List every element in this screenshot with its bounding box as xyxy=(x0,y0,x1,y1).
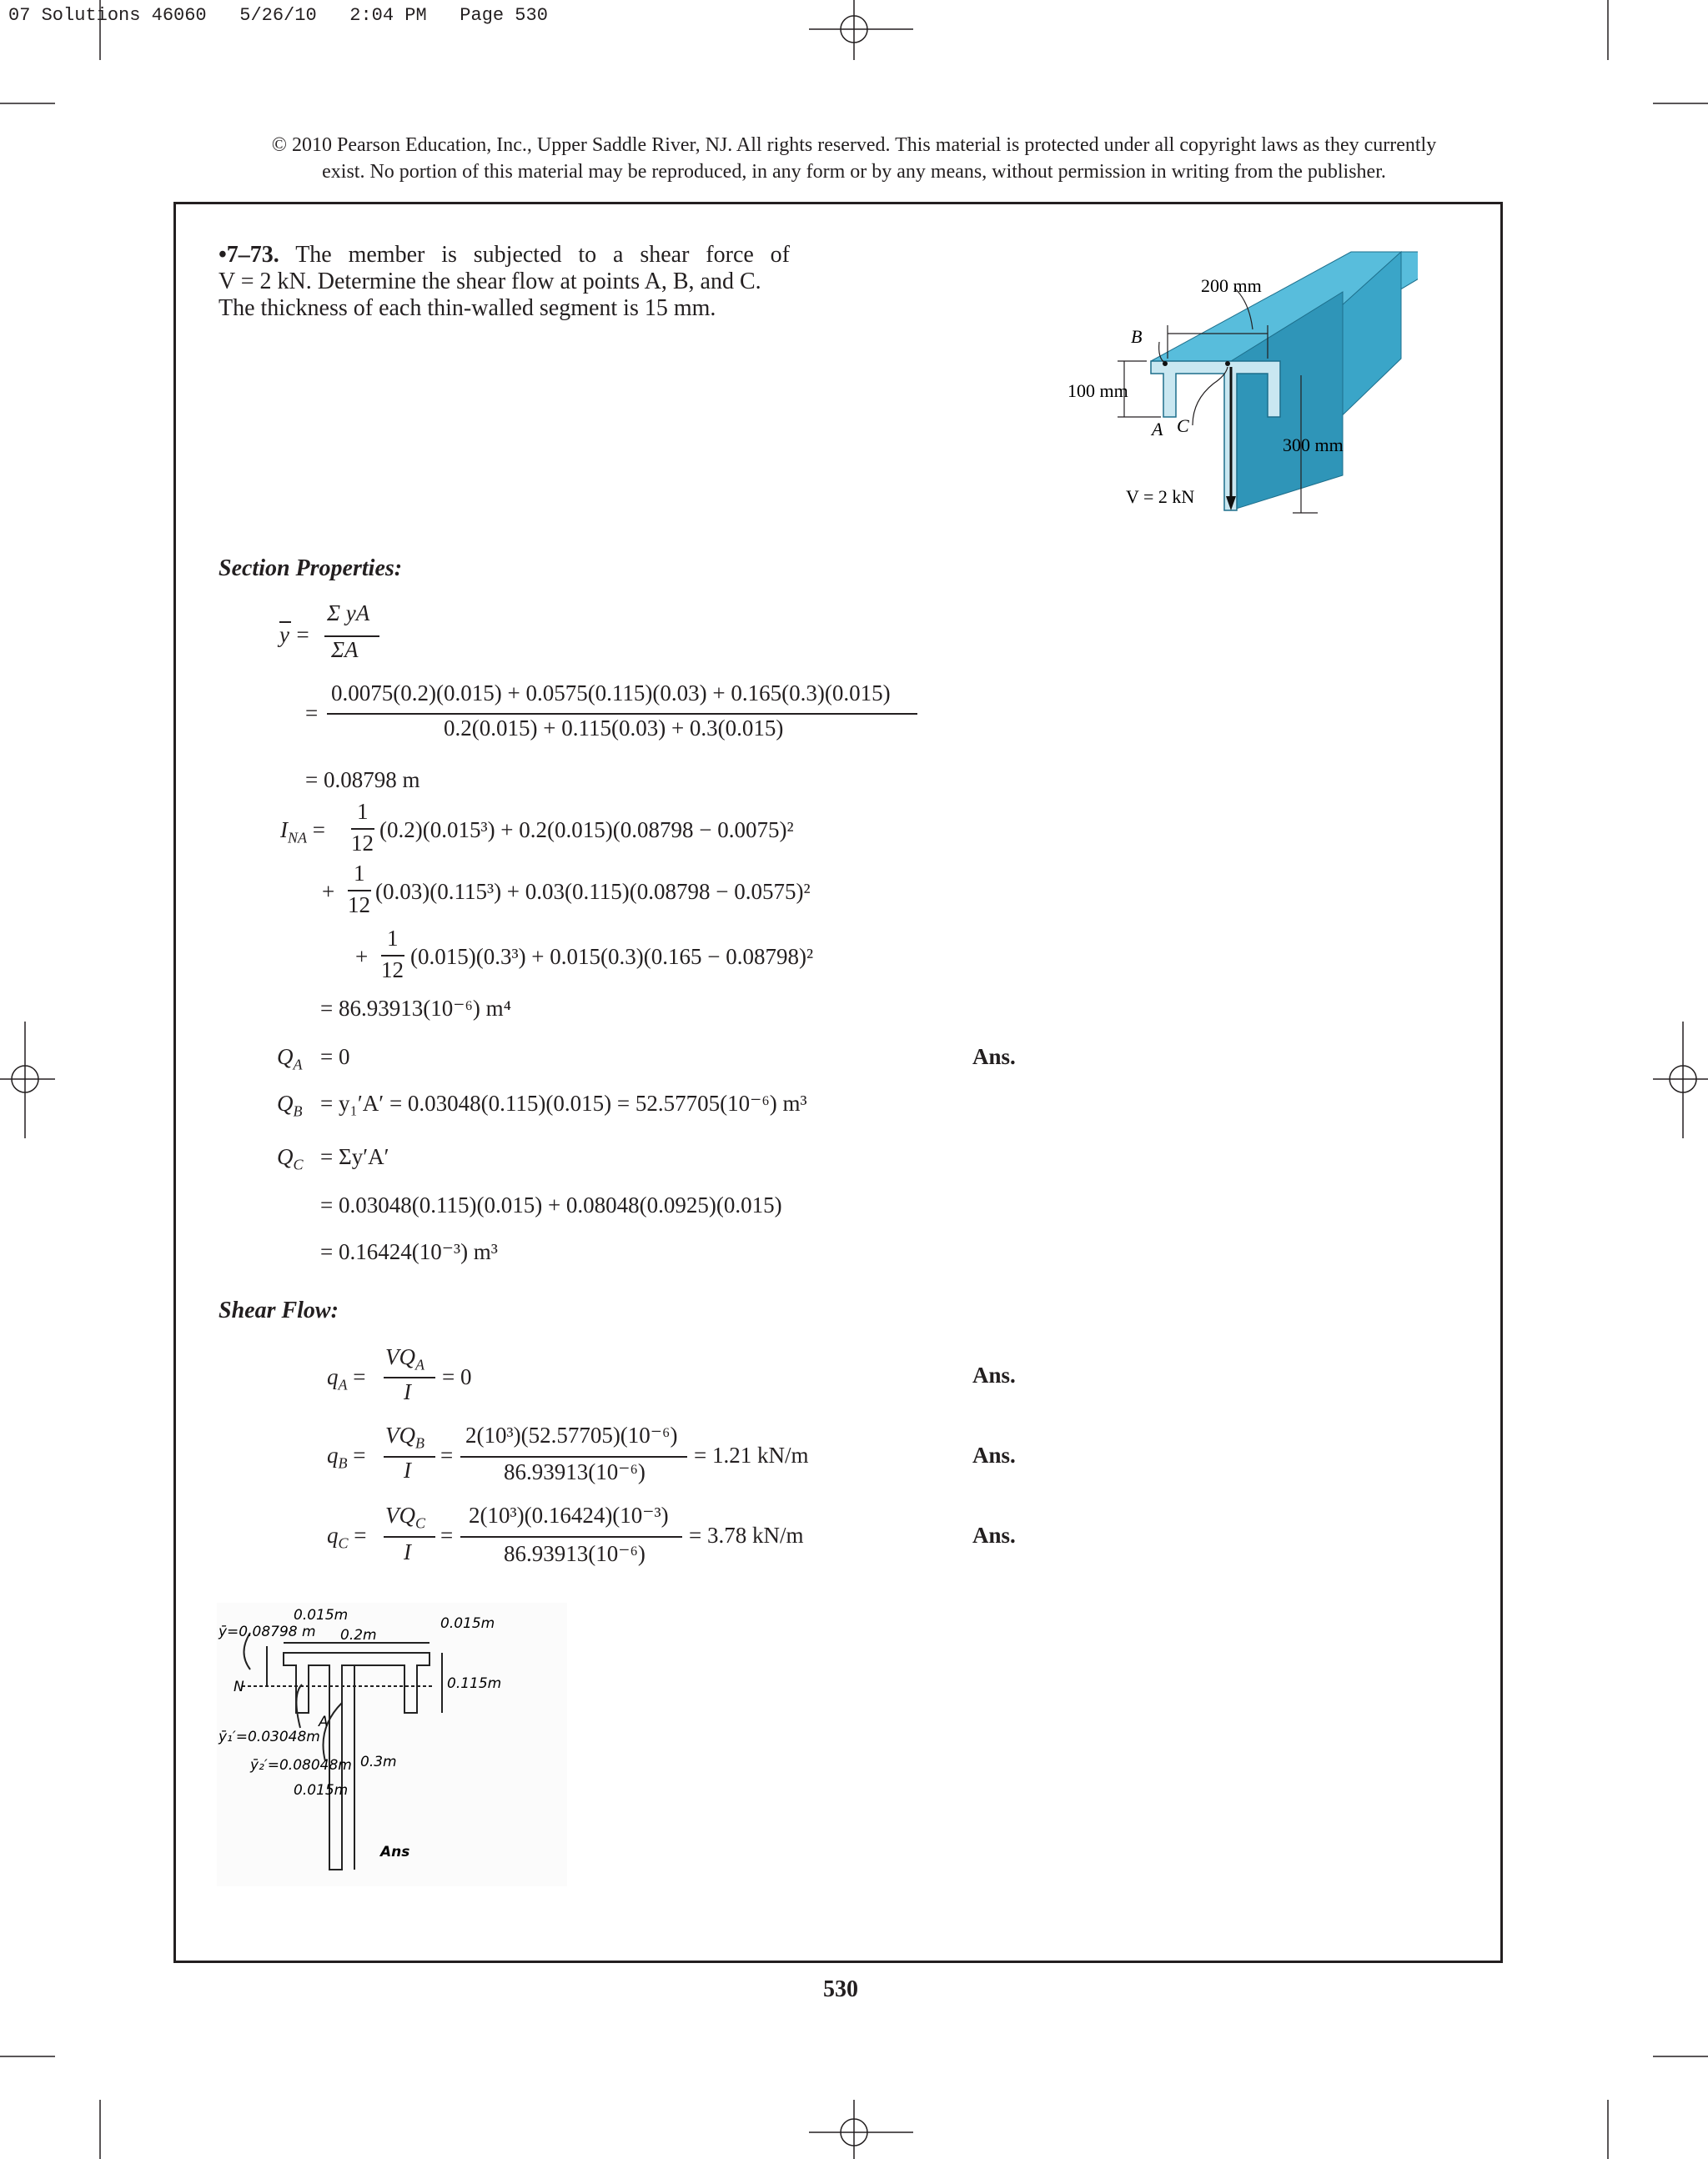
qc-value: = Σy′A′ xyxy=(320,1144,389,1169)
qb-flow-den-2: 86.93913(10⁻⁶) xyxy=(504,1459,646,1484)
copyright-notice xyxy=(0,132,1708,185)
sketch-y2: ȳ₂′=0.08048m xyxy=(250,1757,352,1774)
sketch-t1: 0.015m xyxy=(294,1607,349,1624)
ybar-result: = 0.08798 m xyxy=(305,767,420,792)
ina-frac-3-num: 1 xyxy=(387,926,399,951)
sketch-a: A xyxy=(319,1714,329,1730)
problem-line-1: The member is subjected to a shear force of xyxy=(295,242,790,268)
ans-label-flow-c: Ans. xyxy=(972,1523,1016,1548)
member-figure xyxy=(1068,242,1418,525)
problem-number: •7–73. xyxy=(219,242,279,268)
ina-frac-2-num: 1 xyxy=(354,861,365,886)
qc-flow-eq: = xyxy=(440,1523,454,1548)
ans-label-flow-a: Ans. xyxy=(972,1363,1016,1388)
dim-300mm: 300 mm xyxy=(1283,434,1344,455)
ina-term-3: (0.015)(0.3³) + 0.015(0.3)(0.165 − 0.08798)² xyxy=(410,944,814,969)
page-number: 530 xyxy=(823,1976,858,2002)
sketch-y1: ȳ₁′=0.03048m xyxy=(219,1729,320,1745)
sketch-ybar: ȳ=0.08798 m xyxy=(219,1624,316,1640)
ina-frac-2-den: 12 xyxy=(348,892,370,917)
ina-plus-3: + xyxy=(355,944,369,969)
qc-flow-res: = 3.78 kN/m xyxy=(689,1523,804,1548)
qb-flow-num: $VQ_B$ xyxy=(385,1423,424,1452)
sketch-ans: Ans xyxy=(380,1844,410,1860)
problem-line-3: The thickness of each thin-walled segment is 15 mm. xyxy=(219,295,716,321)
qc-flow-den-2: 86.93913(10⁻⁶) xyxy=(504,1541,646,1566)
section-properties-heading: Section Properties: xyxy=(219,555,403,581)
sketch-t2: 0.015m xyxy=(440,1615,495,1632)
ina-frac-1-num: 1 xyxy=(357,799,369,824)
label-b: B xyxy=(1131,326,1143,347)
print-slug: 07 Solutions 46060 5/26/10 2:04 PM Page 530 xyxy=(8,5,548,26)
ina-result: = 86.93913(10⁻⁶) m⁴ xyxy=(320,996,512,1021)
ina-lhs: $I_{NA}$ = xyxy=(280,817,325,846)
qc-value-3: = 0.16424(10⁻³) m³ xyxy=(320,1239,498,1264)
dim-100mm: 100 mm xyxy=(1068,380,1128,401)
ybar-numerator: Σ yA xyxy=(327,600,370,625)
qa-lhs: $Q_A$ xyxy=(277,1044,303,1073)
qc-flow-den: I xyxy=(404,1539,411,1564)
qb-lhs: $Q_B$ xyxy=(277,1091,303,1120)
copyright-line-1: © 2010 Pearson Education, Inc., Upper Saddle River, NJ. All rights reserved. This material is protected under all copyright laws as they currently xyxy=(271,134,1437,156)
qc-lhs: $Q_C$ xyxy=(277,1144,304,1173)
ybar-denominator-2: 0.2(0.015) + 0.115(0.03) + 0.3(0.015) xyxy=(444,715,784,741)
label-a: A xyxy=(1152,419,1163,439)
problem-line-2: V = 2 kN. Determine the shear flow at points A, B, and C. xyxy=(219,269,761,294)
ina-frac-3-den: 12 xyxy=(381,957,404,982)
ina-frac-1-den: 12 xyxy=(351,831,374,856)
shear-flow-heading: Shear Flow: xyxy=(219,1298,339,1323)
sketch-t3: 0.015m xyxy=(294,1782,349,1799)
sketch-w: 0.2m xyxy=(340,1627,377,1644)
ina-term-1: (0.2)(0.015³) + 0.2(0.015)(0.08798 − 0.0075)² xyxy=(379,817,794,842)
ybar-eq-sign: = xyxy=(305,700,319,726)
sketch-n: N xyxy=(234,1679,244,1695)
qb-flow-num-2: 2(10³)(52.57705)(10⁻⁶) xyxy=(465,1423,678,1448)
problem-statement xyxy=(219,242,790,322)
ybar-denominator: ΣA xyxy=(331,637,359,662)
qc-value-2: = 0.03048(0.115)(0.015) + 0.08048(0.0925)(0.015) xyxy=(320,1192,782,1218)
qb-value: = y₁′A′ = 0.03048(0.115)(0.015) = 52.57705(10⁻⁶) m³ xyxy=(320,1091,807,1116)
handwritten-sketch xyxy=(217,1603,567,1886)
qb-flow-lhs: $q_B$ = xyxy=(327,1443,366,1472)
label-v: V = 2 kN xyxy=(1126,486,1195,507)
qc-flow-lhs: $q_C$ = xyxy=(327,1523,367,1552)
qb-flow-den: I xyxy=(404,1458,411,1483)
qc-flow-num-2: 2(10³)(0.16424)(10⁻³) xyxy=(469,1503,669,1528)
label-c: C xyxy=(1177,415,1189,436)
copyright-line-2: exist. No portion of this material may be reproduced, in any form or by any means, without permission in writing from the publisher. xyxy=(322,161,1386,183)
ina-term-2: (0.03)(0.115³) + 0.03(0.115)(0.08798 − 0.0575)² xyxy=(375,879,811,904)
sketch-h2: 0.3m xyxy=(360,1754,397,1770)
ans-label-qa: Ans. xyxy=(972,1044,1016,1069)
qa-flow-lhs: $q_A$ = xyxy=(327,1364,366,1393)
ans-label-flow-b: Ans. xyxy=(972,1443,1016,1468)
ybar-numerator-2: 0.0075(0.2)(0.015) + 0.0575(0.115)(0.03) + 0.165(0.3)(0.015) xyxy=(331,680,891,705)
qb-flow-res: = 1.21 kN/m xyxy=(694,1443,809,1468)
qa-flow-res: = 0 xyxy=(442,1364,472,1389)
ina-plus-2: + xyxy=(322,879,335,904)
sketch-drawing xyxy=(217,1603,567,1886)
ybar-lhs: y = xyxy=(279,622,310,647)
qc-flow-num: $VQ_C$ xyxy=(385,1503,426,1532)
qa-value: = 0 xyxy=(320,1044,350,1069)
dim-200mm: 200 mm xyxy=(1201,275,1262,296)
qa-flow-num: $VQ_A$ xyxy=(385,1344,424,1373)
qb-flow-eq: = xyxy=(440,1443,454,1468)
sketch-h1: 0.115m xyxy=(447,1675,502,1692)
qa-flow-den: I xyxy=(404,1379,411,1404)
